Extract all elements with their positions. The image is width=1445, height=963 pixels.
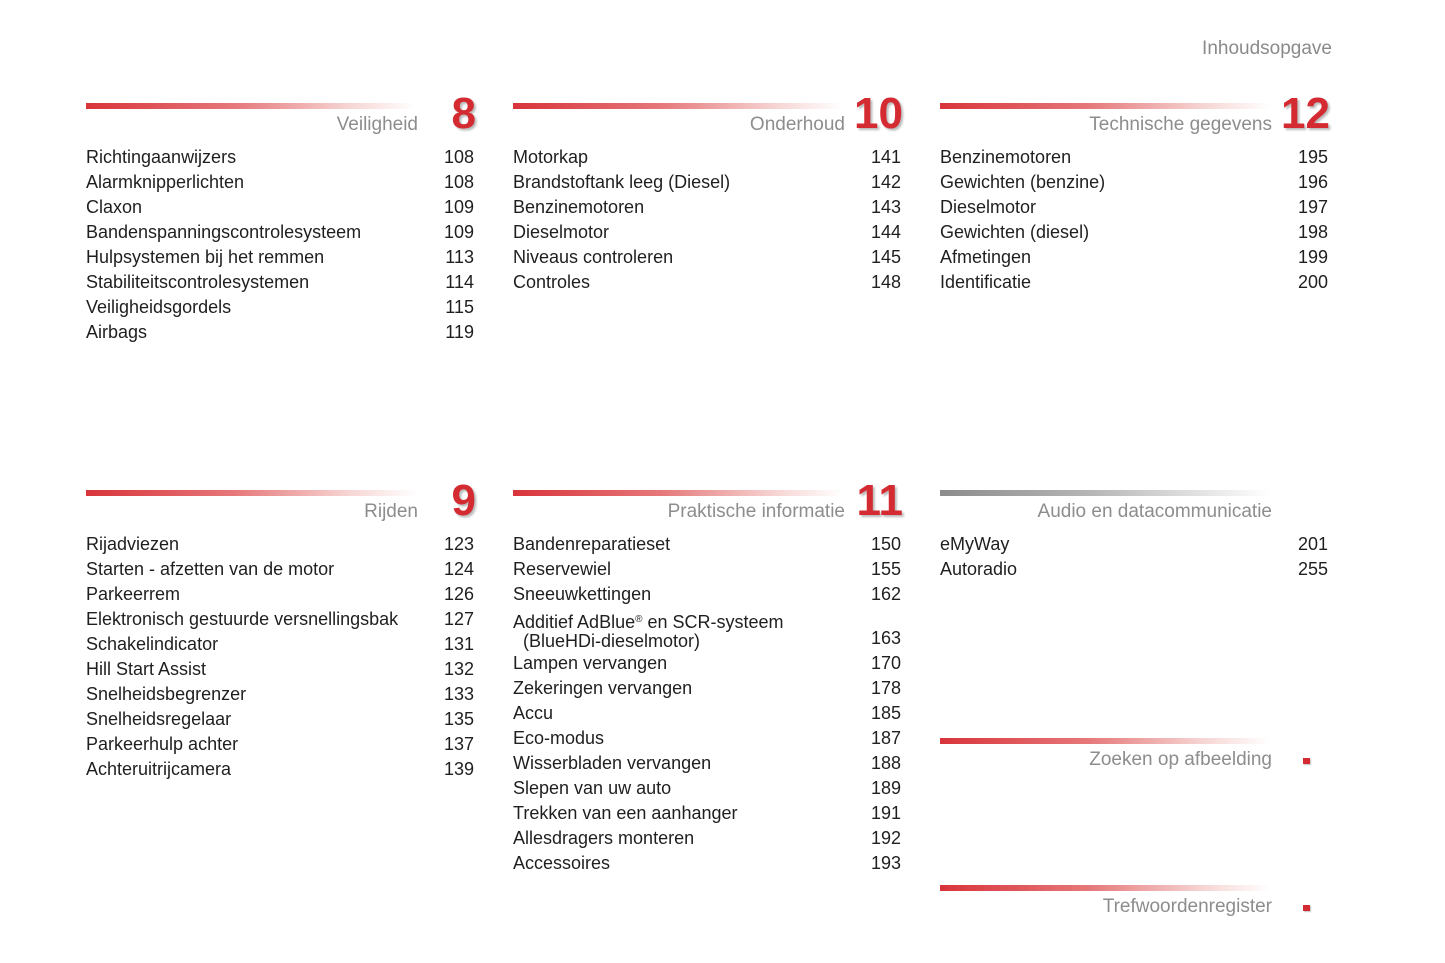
toc-item[interactable] [86,557,476,582]
section-title[interactable]: Audio en datacommunicatie [1037,501,1272,522]
toc-label: Snelheidsregelaar [86,709,232,729]
toc-label: Gewichten (benzine) [940,172,1106,192]
toc-label: Controles [513,272,591,292]
toc-page: 132 [443,659,474,679]
toc-item[interactable] [86,145,476,170]
toc-page: 119 [445,322,474,342]
toc-item[interactable] [513,776,903,801]
toc-page: 143 [870,197,901,217]
toc-list [513,532,903,876]
toc-item[interactable] [86,195,476,220]
toc-page: 108 [443,172,474,192]
toc-label: Hulpsystemen bij het remmen [86,247,325,267]
toc-label: Airbags [86,322,148,342]
toc-item[interactable] [940,195,1330,220]
section-bar [513,490,843,496]
toc-label: Benzinemotoren [513,197,645,217]
toc-item[interactable] [940,270,1330,295]
toc-item[interactable] [513,851,903,876]
toc-item[interactable] [940,170,1330,195]
toc-item[interactable] [513,195,903,220]
toc-page: 109 [443,197,474,217]
toc-item[interactable] [86,220,476,245]
toc-page: 155 [870,559,901,579]
toc-item[interactable] [86,657,476,682]
chapter-number[interactable]: 10 [854,89,903,138]
toc-item[interactable] [86,607,476,632]
toc-page: 141 [870,147,901,167]
toc-label: Bandenspanningscontrolesysteem [86,222,362,242]
section-onderhoud [513,89,903,295]
toc-label: Rijadviezen [86,534,180,554]
toc-item[interactable] [513,582,903,607]
section-title[interactable]: Trefwoordenregister [1102,896,1272,917]
toc-label: Starten - afzetten van de motor [86,559,335,579]
link-trefwoordenregister[interactable] [940,877,1330,927]
toc-page: 170 [870,653,901,673]
toc-item[interactable] [86,632,476,657]
toc-page: 198 [1297,222,1328,242]
bullet-marker-icon [1303,758,1310,764]
toc-page: 200 [1297,272,1328,292]
toc-page: 109 [443,222,474,242]
registered-mark: ® [635,614,643,625]
toc-page: 197 [1297,197,1328,217]
section-bar [940,103,1270,109]
toc-item[interactable] [513,726,903,751]
toc-page: 126 [443,584,474,604]
section-title[interactable]: Rijden [364,501,418,522]
toc-page: 199 [1297,247,1328,267]
toc-item[interactable] [513,145,903,170]
section-header [86,89,476,145]
toc-label: Eco-modus [513,728,605,748]
section-rijden [86,476,476,782]
toc-label: Alarmknipperlichten [86,172,245,192]
toc-page: 133 [443,684,474,704]
toc-page: 178 [870,678,901,698]
toc-item[interactable] [86,732,476,757]
toc-label-part: Additief AdBlue [513,612,636,632]
toc-item[interactable] [86,295,476,320]
toc-page: 137 [443,734,474,754]
toc-label: Sneeuwkettingen [513,584,652,604]
toc-page: 145 [870,247,901,267]
toc-item[interactable] [86,320,476,345]
section-veiligheid [86,89,476,345]
toc-page: 148 [870,272,901,292]
toc-item[interactable] [513,557,903,582]
toc-item[interactable] [940,557,1330,582]
toc-label: Accessoires [513,853,611,873]
toc-page: 142 [870,172,901,192]
toc-label: Parkeerhulp achter [86,734,239,754]
toc-item[interactable] [86,170,476,195]
toc-page: 195 [1297,147,1328,167]
section-header [513,476,903,532]
toc-page: 144 [870,222,901,242]
section-header [513,89,903,145]
toc-label-line2: (BlueHDi-dieselmotor) [523,631,701,651]
toc-label: Lampen vervangen [513,653,668,673]
toc-label: Schakelindicator [86,634,219,654]
toc-page: 108 [443,147,474,167]
toc-label: Elektronisch gestuurde versnellingsbak [86,609,399,629]
toc-page: 191 [870,803,901,823]
toc-page: 163 [870,628,901,648]
toc-page: 192 [870,828,901,848]
toc-label: Benzinemotoren [940,147,1072,167]
toc-label: Wisserbladen vervangen [513,753,712,773]
section-title[interactable]: Zoeken op afbeelding [1089,749,1272,770]
toc-item[interactable] [513,607,903,651]
section-bar [86,490,416,496]
section-title[interactable]: Onderhoud [749,114,845,135]
toc-label: eMyWay [940,534,1010,554]
toc-label: Claxon [86,197,143,217]
toc-label: Dieselmotor [513,222,610,242]
toc-item[interactable] [940,220,1330,245]
toc-item[interactable] [86,682,476,707]
toc-item[interactable] [513,826,903,851]
toc-label-part: en SCR-systeem [642,612,784,632]
toc-label: Brandstoftank leeg (Diesel) [513,172,731,192]
toc-label: Hill Start Assist [86,659,207,679]
toc-item[interactable] [86,270,476,295]
toc-label: Snelheidsbegrenzer [86,684,247,704]
toc-label: Stabiliteitscontrolesystemen [86,272,310,292]
toc-page: 201 [1297,534,1328,554]
toc-list [86,532,476,782]
section-title[interactable]: Veiligheid [336,114,418,135]
section-bar [940,885,1270,891]
toc-label: Accu [513,703,554,723]
toc-page: 185 [870,703,901,723]
toc-label: Dieselmotor [940,197,1037,217]
section-praktische-informatie [513,476,903,876]
toc-list [940,532,1330,582]
toc-item[interactable] [513,701,903,726]
section-technische-gegevens [940,89,1330,295]
section-title[interactable]: Technische gegevens [1089,114,1272,135]
section-bar [940,490,1270,496]
toc-item[interactable] [940,145,1330,170]
toc-page: 114 [445,272,474,292]
toc-page: 127 [443,609,474,629]
chapter-number[interactable]: 8 [451,89,476,138]
section-header [940,89,1330,145]
toc-item[interactable] [513,270,903,295]
toc-item[interactable] [86,707,476,732]
chapter-number[interactable]: 11 [856,476,903,525]
toc-label: Niveaus controleren [513,247,674,267]
bullet-marker-icon [1303,905,1310,911]
toc-label: Allesdragers monteren [513,828,695,848]
toc-page: 196 [1297,172,1328,192]
toc-label: Autoradio [940,559,1018,579]
toc-label: Veiligheidsgordels [86,297,232,317]
chapter-number[interactable]: 12 [1281,89,1330,138]
section-bar [86,103,416,109]
toc-label: Identificatie [940,272,1032,292]
toc-page: 255 [1297,559,1328,579]
toc-label: Slepen van uw auto [513,778,672,798]
toc-item[interactable] [86,582,476,607]
link-zoeken-op-afbeelding[interactable] [940,730,1330,780]
toc-label: Afmetingen [940,247,1032,267]
toc-label: Achteruitrijcamera [86,759,232,779]
toc-page: 150 [870,534,901,554]
toc-page: 135 [443,709,474,729]
toc-item[interactable] [86,532,476,557]
chapter-number[interactable]: 9 [451,476,476,525]
toc-item[interactable] [513,651,903,676]
toc-item[interactable] [86,757,476,782]
toc-page: 139 [443,759,474,779]
section-bar [513,103,843,109]
toc-item[interactable] [86,245,476,270]
toc-item[interactable] [513,801,903,826]
toc-page: 123 [443,534,474,554]
toc-page: 131 [443,634,474,654]
toc-page: 187 [870,728,901,748]
toc-label: Bandenreparatieset [513,534,671,554]
toc-item[interactable] [513,532,903,557]
toc-list [940,145,1330,295]
section-bar [940,738,1270,744]
toc-label: Motorkap [513,147,589,167]
section-header [940,482,1330,532]
toc-item[interactable] [513,751,903,776]
toc-item[interactable] [513,170,903,195]
page-header: Inhoudsopgave [1202,38,1332,59]
section-title[interactable]: Praktische informatie [667,501,845,522]
toc-label: Gewichten (diesel) [940,222,1090,242]
toc-label [513,610,784,651]
toc-item[interactable] [940,245,1330,270]
toc-label: Richtingaanwijzers [86,147,237,167]
toc-page: 115 [445,297,474,317]
toc-item[interactable] [513,245,903,270]
section-header [86,476,476,532]
toc-label: Zekeringen vervangen [513,678,693,698]
toc-page: 188 [870,753,901,773]
toc-label: Trekken van een aanhanger [513,803,738,823]
toc-list [86,145,476,345]
toc-page: 113 [445,247,474,267]
toc-page: 193 [870,853,901,873]
toc-label: Reservewiel [513,559,612,579]
toc-item[interactable] [513,676,903,701]
toc-label: Parkeerrem [86,584,181,604]
toc-page: 124 [443,559,474,579]
section-audio [940,482,1330,582]
toc-page: 189 [870,778,901,798]
toc-item[interactable] [513,220,903,245]
toc-item[interactable] [940,532,1330,557]
toc-page: 162 [870,584,901,604]
toc-list [513,145,903,295]
